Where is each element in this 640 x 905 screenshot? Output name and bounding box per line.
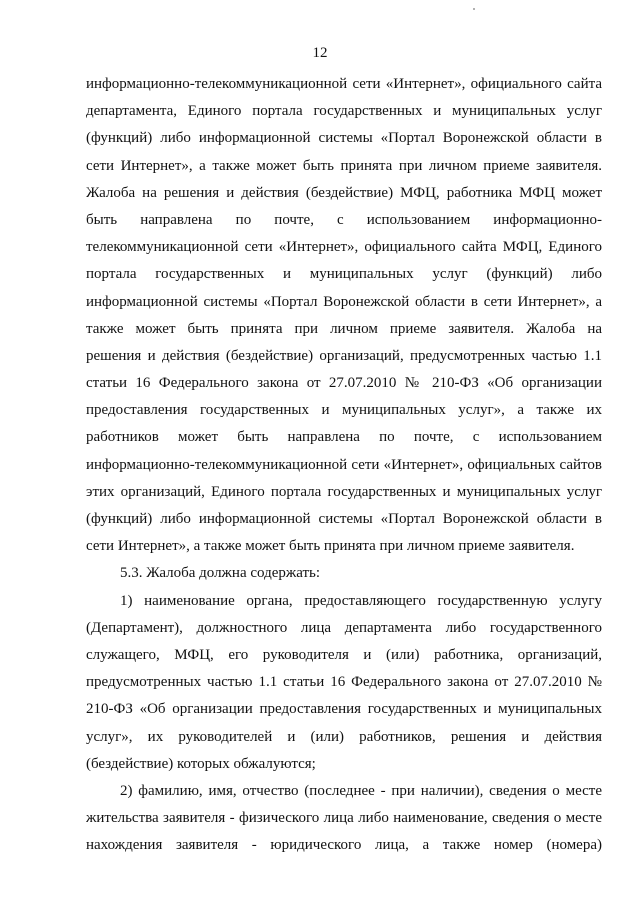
text-line: решения и действия (бездействие) организаций, предусмотренных частью 1.1	[86, 347, 602, 364]
text-line: статьи 16 Федерального закона от 27.07.2010 № 210-ФЗ «Об организации	[86, 375, 602, 392]
document-body	[86, 71, 602, 859]
text-line: портала государственных и муниципальных услуг (функций) либо	[86, 266, 602, 283]
text-line: (Департамент), должностного лица департамента либо государственного	[86, 619, 602, 636]
text-line: служащего, МФЦ, его руководителя и (или) работника, организаций,	[86, 646, 602, 663]
text-line: предоставления государственных и муниципальных услуг», а также их	[86, 402, 602, 419]
text-line: 2) фамилию, имя, отчество (последнее - при наличии), сведения о месте	[120, 782, 602, 799]
text-line: 210-ФЗ «Об организации предоставления государственных и муниципальных	[86, 701, 602, 718]
text-line: 5.3. Жалоба должна содержать:	[120, 565, 321, 582]
text-line: быть направлена по почте, с использованием информационно-	[86, 211, 602, 228]
text-line: информационно-телекоммуникационной сети «Интернет», официального сайта	[86, 76, 602, 92]
text-line: этих организаций, Единого портала государственных и муниципальных услуг	[86, 483, 602, 500]
text-line: 1) наименование органа, предоставляющего государственную услугу	[120, 592, 602, 609]
scan-speck	[473, 8, 475, 10]
text-line: (функций) либо информационной системы «Портал Воронежской области в	[86, 130, 602, 147]
text-line: нахождения заявителя - юридического лица, а также номер (номера)	[86, 837, 602, 854]
page-number: 12	[312, 45, 328, 61]
text-line: Жалоба на решения и действия (бездействие) МФЦ, работника МФЦ может	[86, 184, 602, 201]
text-line: сети Интернет», а также может быть принята при личном приеме заявителя.	[86, 157, 602, 174]
text-line: (бездействие) которых обжалуются;	[86, 755, 316, 772]
text-line: (функций) либо информационной системы «Портал Воронежской области в	[86, 511, 602, 527]
text-line: сети Интернет», а также может быть принята при личном приеме заявителя.	[86, 538, 575, 555]
text-line: информационно-телекоммуникационной сети «Интернет», официальных сайтов	[86, 456, 602, 473]
text-line: департамента, Единого портала государственных и муниципальных услуг	[86, 103, 602, 120]
text-line: телекоммуникационной сети «Интернет», официального сайта МФЦ, Единого	[86, 239, 602, 256]
text-line: жительства заявителя - физического лица либо наименование, сведения о месте	[86, 810, 602, 827]
text-line: работников может быть направлена по почте, с использованием	[86, 429, 602, 446]
text-line: информационной системы «Портал Воронежской области в сети Интернет», а	[86, 293, 602, 310]
text-line: услуг», их руководителей и (или) работников, решения и действия	[86, 728, 602, 745]
text-line: предусмотренных частью 1.1 статьи 16 Федерального закона от 27.07.2010 №	[86, 674, 602, 691]
text-line: также может быть принята при личном приеме заявителя. Жалоба на	[86, 320, 602, 337]
